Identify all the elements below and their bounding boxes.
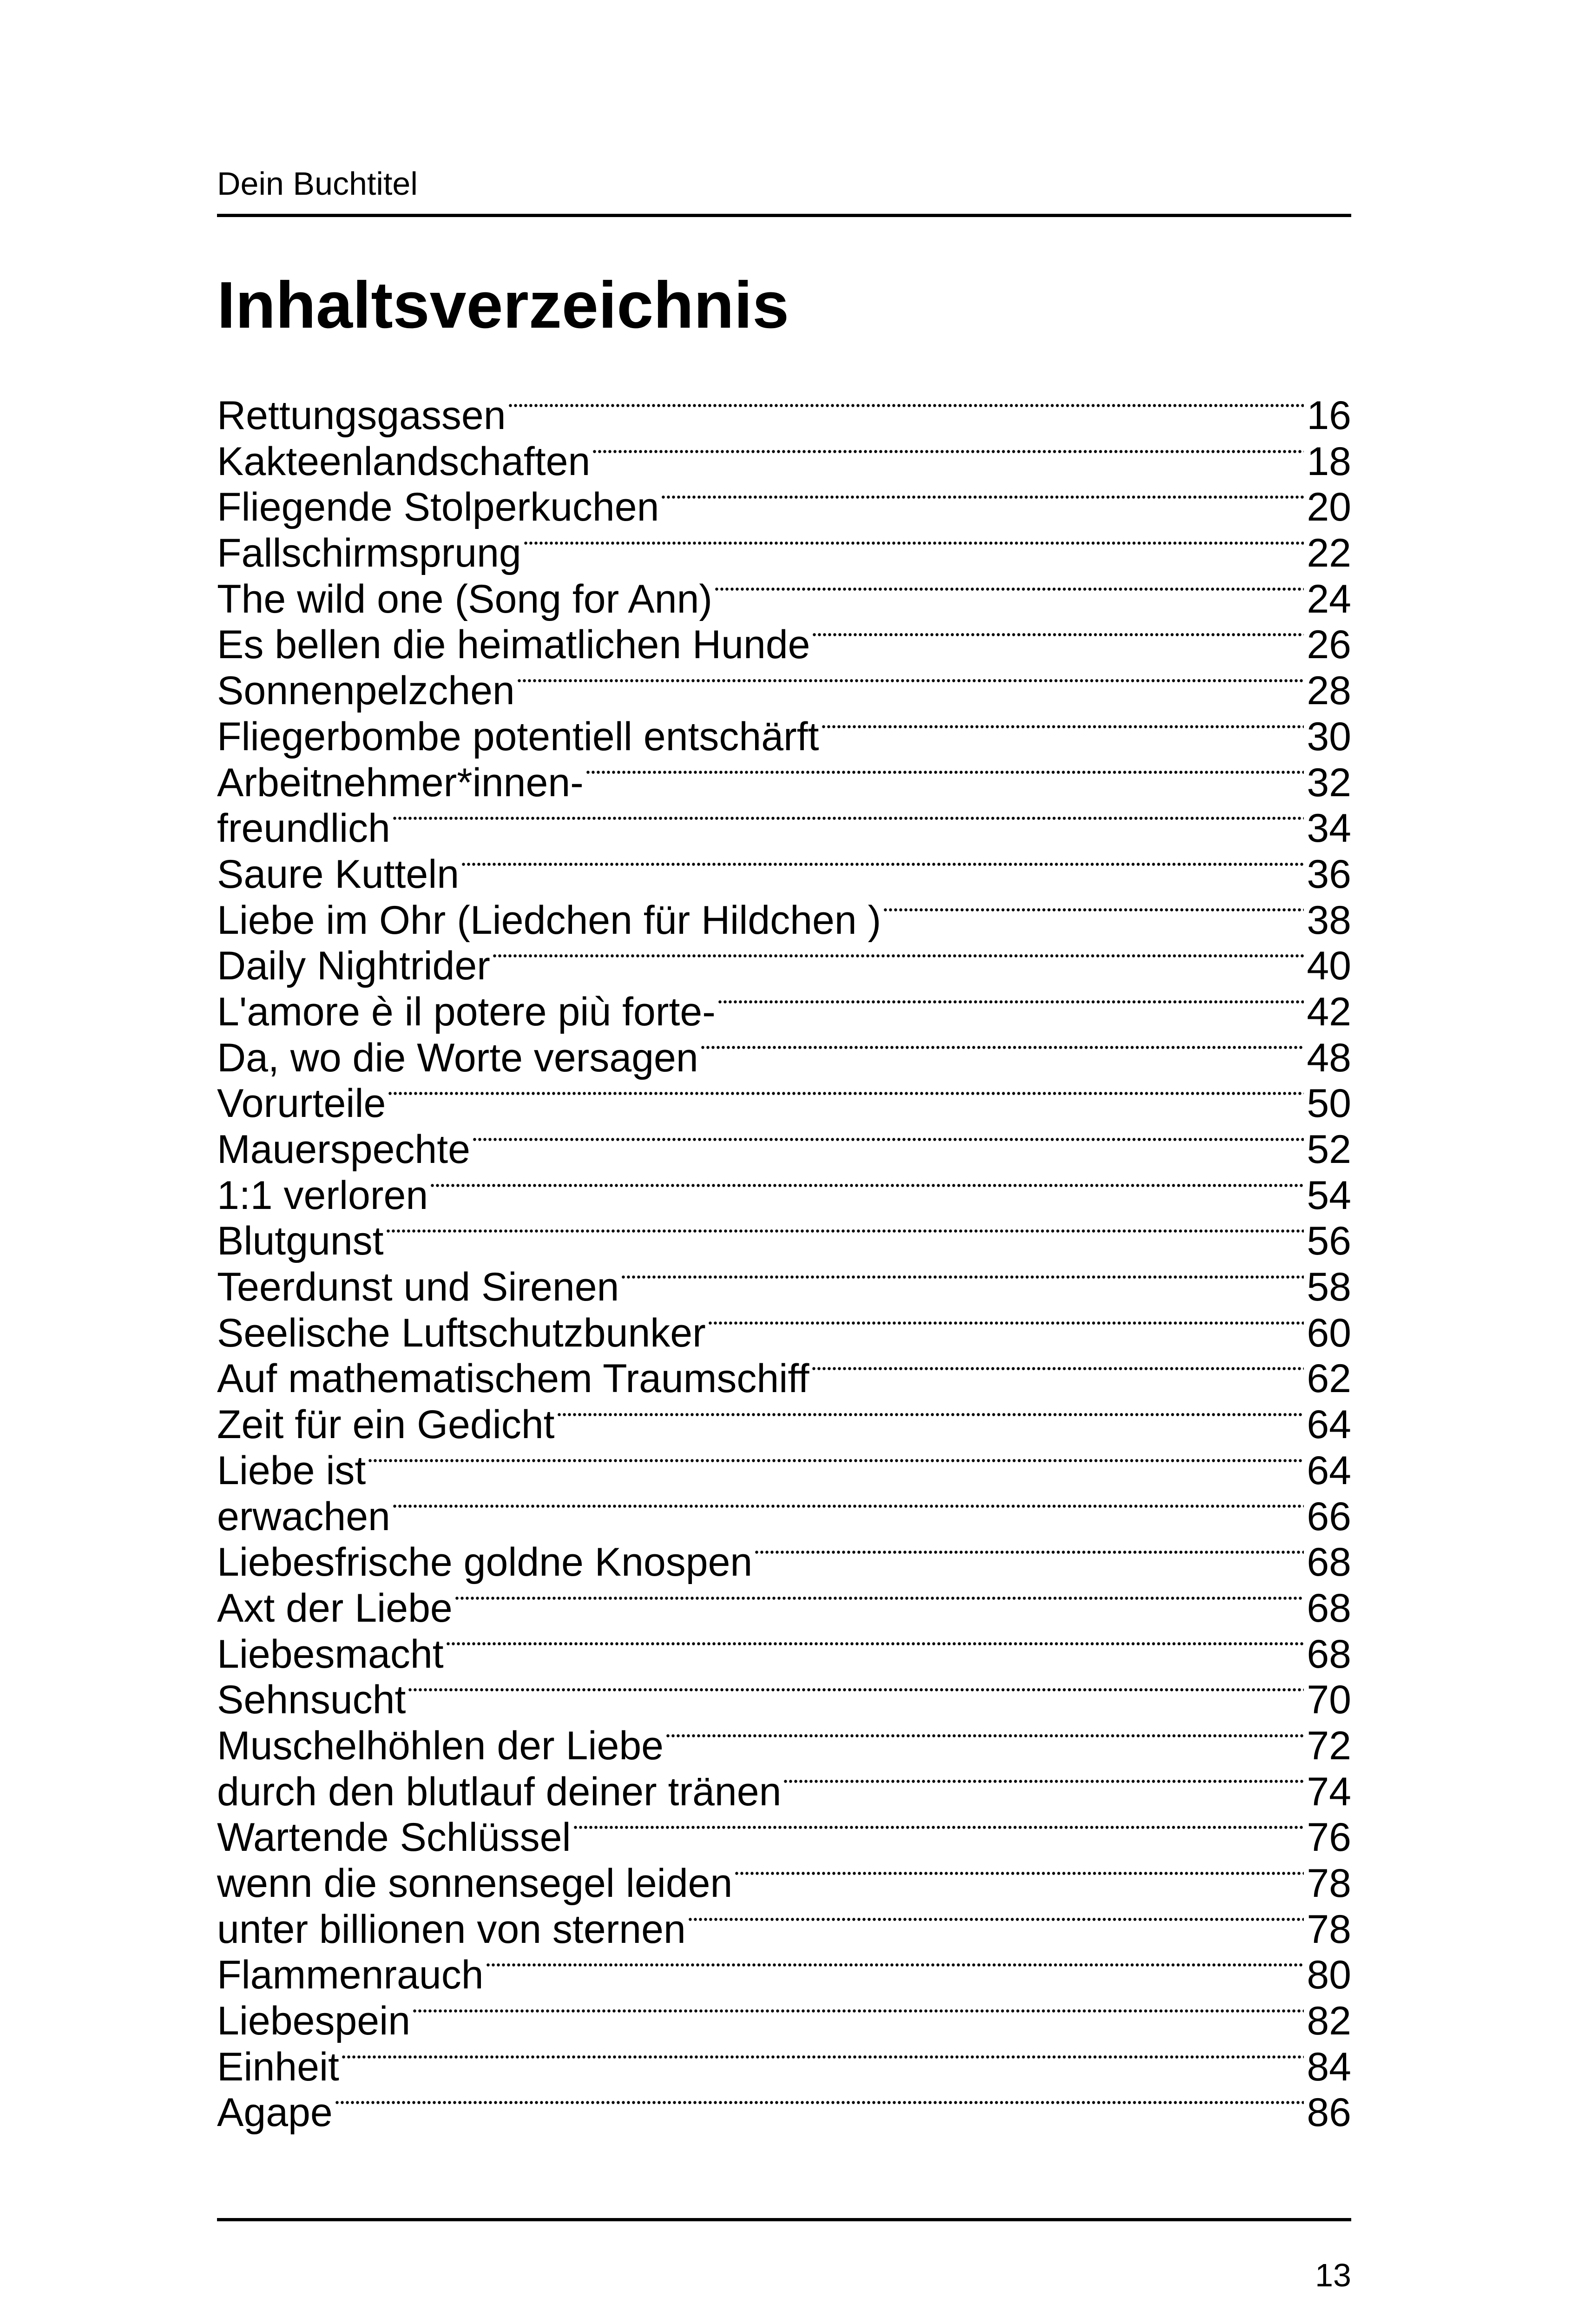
dot-leader bbox=[523, 540, 1304, 546]
toc-entry bbox=[217, 1356, 1351, 1402]
toc-entry-title: Daily Nightrider bbox=[217, 944, 490, 989]
toc-entry-title: Da, wo die Worte versagen bbox=[217, 1035, 698, 1080]
toc-entry-page: 68 bbox=[1307, 1540, 1351, 1585]
toc-entry bbox=[217, 1081, 1351, 1127]
toc-entry-title: erwachen bbox=[217, 1494, 390, 1539]
toc-entry-page: 60 bbox=[1307, 1310, 1351, 1355]
toc-entry-title: Einheit bbox=[217, 2044, 339, 2089]
dot-leader bbox=[392, 1504, 1304, 1509]
toc-entry bbox=[217, 393, 1351, 439]
toc-entry bbox=[217, 1539, 1351, 1585]
dot-leader bbox=[665, 1733, 1304, 1738]
toc-entry-page: 68 bbox=[1307, 1585, 1351, 1631]
toc-entry bbox=[217, 714, 1351, 760]
toc-entry-title: Seelische Luftschutzbunker bbox=[217, 1310, 706, 1355]
toc-entry-page: 34 bbox=[1307, 806, 1351, 851]
dot-leader bbox=[783, 1779, 1304, 1784]
dot-leader bbox=[714, 586, 1304, 592]
dot-leader bbox=[386, 1228, 1304, 1234]
toc-entry-page: 64 bbox=[1307, 1448, 1351, 1493]
toc-entry-title: Blutgunst bbox=[217, 1219, 384, 1264]
toc-entry-page: 20 bbox=[1307, 485, 1351, 530]
toc-entry-title: Fliegende Stolperkuchen bbox=[217, 485, 659, 530]
toc-entry bbox=[217, 1769, 1351, 1815]
toc-entry-page: 30 bbox=[1307, 714, 1351, 759]
dot-leader bbox=[341, 2054, 1304, 2060]
toc-entry-title: Sehnsucht bbox=[217, 1677, 406, 1723]
toc-entry-title: Liebespein bbox=[217, 1999, 411, 2044]
dot-leader bbox=[454, 1595, 1304, 1601]
toc-entry bbox=[217, 1677, 1351, 1723]
toc-entry-page: 56 bbox=[1307, 1219, 1351, 1264]
toc-entry bbox=[217, 668, 1351, 714]
dot-leader bbox=[661, 495, 1304, 500]
toc-entry-title: wenn die sonnensegel leiden bbox=[217, 1861, 733, 1906]
dot-leader bbox=[492, 953, 1304, 959]
dot-leader bbox=[592, 449, 1304, 454]
toc-entry-title: durch den blutlauf deiner tränen bbox=[217, 1769, 782, 1814]
toc-entry bbox=[217, 1815, 1351, 1861]
toc-entry bbox=[217, 1035, 1351, 1081]
toc-entry-page: 62 bbox=[1307, 1356, 1351, 1401]
toc-entry-page: 42 bbox=[1307, 989, 1351, 1034]
toc-entry-title: freundlich bbox=[217, 806, 390, 851]
toc-entry-page: 32 bbox=[1307, 760, 1351, 805]
toc-entry bbox=[217, 760, 1351, 806]
toc-title: Inhaltsverzeichnis bbox=[217, 268, 789, 342]
toc-entry-title: Teerdunst und Sirenen bbox=[217, 1265, 619, 1310]
toc-entry-page: 70 bbox=[1307, 1677, 1351, 1723]
running-head: Dein Buchtitel bbox=[217, 165, 418, 202]
toc-entry-page: 52 bbox=[1307, 1127, 1351, 1172]
dot-leader bbox=[700, 1045, 1304, 1050]
toc-entry-page: 54 bbox=[1307, 1173, 1351, 1218]
toc-entry bbox=[217, 1127, 1351, 1173]
toc-entry-title: Zeit für ein Gedicht bbox=[217, 1402, 555, 1447]
toc-entry-title: 1:1 verloren bbox=[217, 1173, 428, 1218]
toc-entry-title: Es bellen die heimatlichen Hunde bbox=[217, 622, 810, 667]
dot-leader bbox=[573, 1825, 1304, 1830]
toc-entry bbox=[217, 1264, 1351, 1310]
toc-entry-title: L'amore è il potere più forte- bbox=[217, 989, 716, 1034]
toc-entry-page: 24 bbox=[1307, 576, 1351, 621]
toc-entry-title: Agape bbox=[217, 2090, 333, 2135]
toc-entry bbox=[217, 1494, 1351, 1540]
toc-entry-page: 72 bbox=[1307, 1723, 1351, 1768]
toc-entry-title: Muschelhöhlen der Liebe bbox=[217, 1723, 664, 1768]
dot-leader bbox=[461, 861, 1304, 867]
dot-leader bbox=[392, 816, 1304, 821]
toc-entry-page: 76 bbox=[1307, 1815, 1351, 1860]
toc-entry-title: Rettungsgassen bbox=[217, 393, 506, 438]
header-rule bbox=[217, 214, 1351, 217]
toc-entry bbox=[217, 1173, 1351, 1219]
toc-entry-title: Liebe ist bbox=[217, 1448, 366, 1493]
toc-entry bbox=[217, 989, 1351, 1035]
footer-rule bbox=[217, 2218, 1351, 2221]
toc-entry-page: 86 bbox=[1307, 2090, 1351, 2135]
toc-entry-page: 84 bbox=[1307, 2044, 1351, 2089]
dot-leader bbox=[430, 1182, 1304, 1188]
dot-leader bbox=[335, 2100, 1304, 2106]
toc-entry-title: Vorurteile bbox=[217, 1081, 386, 1126]
dot-leader bbox=[883, 907, 1304, 913]
dot-leader bbox=[412, 2008, 1304, 2014]
toc-list bbox=[217, 393, 1351, 2136]
toc-entry bbox=[217, 1907, 1351, 1953]
toc-entry-title: Flammenrauch bbox=[217, 1953, 484, 1998]
dot-leader bbox=[734, 1870, 1304, 1876]
toc-entry bbox=[217, 1998, 1351, 2044]
toc-entry-page: 80 bbox=[1307, 1953, 1351, 1998]
dot-leader bbox=[585, 770, 1304, 775]
toc-entry bbox=[217, 805, 1351, 852]
toc-entry bbox=[217, 2044, 1351, 2090]
toc-entry bbox=[217, 1585, 1351, 1631]
toc-entry-page: 74 bbox=[1307, 1769, 1351, 1814]
dot-leader bbox=[486, 1962, 1304, 1968]
dot-leader bbox=[812, 632, 1304, 638]
toc-entry-title: Axt der Liebe bbox=[217, 1585, 453, 1631]
dot-leader bbox=[368, 1458, 1304, 1463]
toc-entry-title: Mauerspechte bbox=[217, 1127, 470, 1172]
toc-entry-title: unter billionen von sternen bbox=[217, 1907, 686, 1952]
toc-entry-title: The wild one (Song for Ann) bbox=[217, 576, 713, 621]
dot-leader bbox=[557, 1412, 1304, 1417]
dot-leader bbox=[408, 1687, 1304, 1693]
toc-entry-title: Auf mathematischem Traumschiff bbox=[217, 1356, 809, 1401]
toc-entry bbox=[217, 1448, 1351, 1494]
toc-entry-title: Saure Kutteln bbox=[217, 852, 460, 897]
toc-entry-page: 40 bbox=[1307, 944, 1351, 989]
toc-entry-title: Liebesmacht bbox=[217, 1631, 444, 1677]
toc-entry-page: 48 bbox=[1307, 1035, 1351, 1080]
toc-entry-page: 82 bbox=[1307, 1999, 1351, 2044]
toc-entry bbox=[217, 622, 1351, 668]
toc-entry-page: 36 bbox=[1307, 852, 1351, 897]
toc-entry-page: 28 bbox=[1307, 668, 1351, 713]
toc-entry bbox=[217, 1631, 1351, 1677]
toc-entry-page: 78 bbox=[1307, 1861, 1351, 1906]
toc-entry bbox=[217, 439, 1351, 485]
dot-leader bbox=[688, 1916, 1304, 1922]
dot-leader bbox=[472, 1136, 1304, 1142]
toc-entry bbox=[217, 484, 1351, 530]
dot-leader bbox=[821, 724, 1304, 729]
toc-entry-title: Kakteenlandschaften bbox=[217, 439, 591, 484]
toc-entry-page: 58 bbox=[1307, 1265, 1351, 1310]
toc-entry bbox=[217, 530, 1351, 576]
toc-entry bbox=[217, 1310, 1351, 1356]
dot-leader bbox=[621, 1274, 1304, 1280]
toc-entry-title: Liebesfrische goldne Knospen bbox=[217, 1540, 753, 1585]
toc-entry-page: 68 bbox=[1307, 1631, 1351, 1677]
toc-entry-page: 16 bbox=[1307, 393, 1351, 438]
toc-entry-page: 50 bbox=[1307, 1081, 1351, 1126]
toc-entry-page: 26 bbox=[1307, 622, 1351, 667]
toc-entry-title: Arbeitnehmer*innen- bbox=[217, 760, 584, 805]
toc-entry bbox=[217, 1402, 1351, 1448]
toc-entry-page: 78 bbox=[1307, 1907, 1351, 1952]
toc-entry-title: Sonnenpelzchen bbox=[217, 668, 515, 713]
toc-entry-page: 64 bbox=[1307, 1402, 1351, 1447]
dot-leader bbox=[517, 678, 1304, 683]
toc-entry-title: Fallschirmsprung bbox=[217, 531, 521, 576]
toc-entry bbox=[217, 1218, 1351, 1264]
toc-entry-page: 66 bbox=[1307, 1494, 1351, 1539]
toc-entry bbox=[217, 576, 1351, 622]
toc-entry-title: Fliegerbombe potentiell entschärft bbox=[217, 714, 819, 759]
toc-entry-page: 18 bbox=[1307, 439, 1351, 484]
toc-entry-title: Liebe im Ohr (Liedchen für Hildchen ) bbox=[217, 898, 881, 943]
toc-entry bbox=[217, 1723, 1351, 1769]
dot-leader bbox=[388, 1091, 1304, 1096]
toc-entry bbox=[217, 898, 1351, 944]
toc-entry-title: Wartende Schlüssel bbox=[217, 1815, 571, 1860]
dot-leader bbox=[811, 1366, 1304, 1372]
toc-entry bbox=[217, 943, 1351, 989]
dot-leader bbox=[508, 403, 1304, 408]
toc-entry-page: 22 bbox=[1307, 531, 1351, 576]
toc-entry bbox=[217, 1861, 1351, 1907]
dot-leader bbox=[446, 1641, 1304, 1647]
toc-entry bbox=[217, 852, 1351, 898]
toc-entry bbox=[217, 1952, 1351, 1998]
page-number: 13 bbox=[1315, 2257, 1351, 2293]
dot-leader bbox=[754, 1550, 1304, 1555]
dot-leader bbox=[708, 1320, 1304, 1326]
toc-entry bbox=[217, 2090, 1351, 2136]
dot-leader bbox=[717, 999, 1304, 1004]
toc-entry-page: 38 bbox=[1307, 898, 1351, 943]
